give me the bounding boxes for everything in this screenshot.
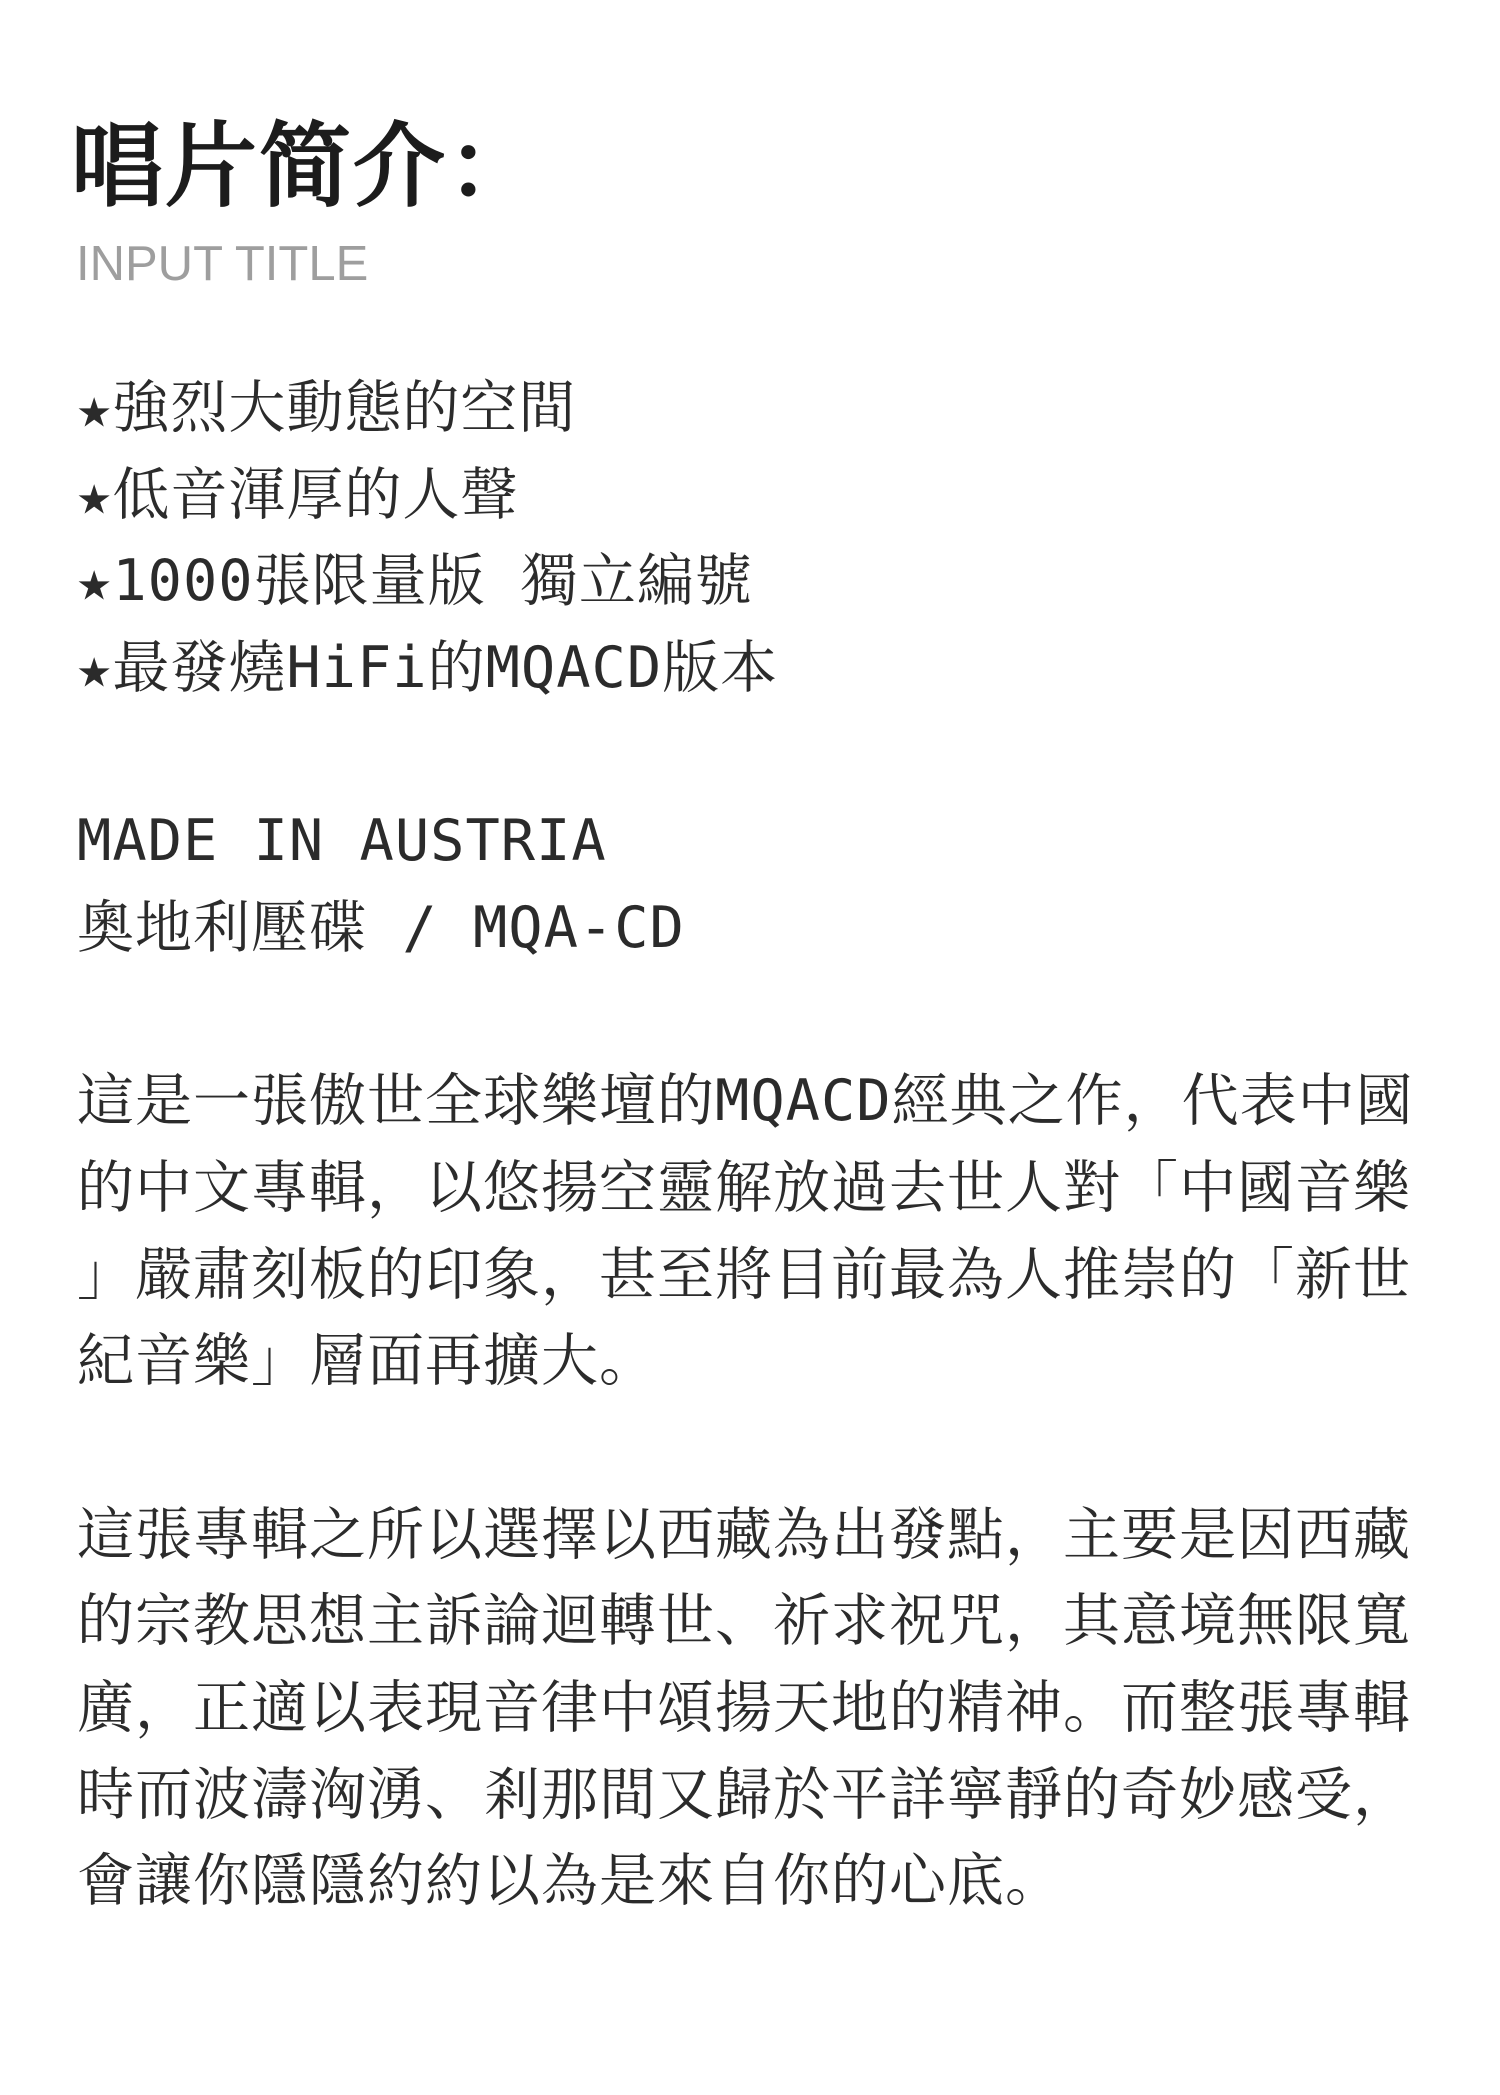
paragraph-line: 紀音樂」層面再擴大。 — [77, 1328, 657, 1395]
paragraph-line: 的中文專輯，以悠揚空靈解放過去世人對「中國音樂 — [77, 1154, 1411, 1221]
feature-item: ★最發燒HiFi的MQACD版本 — [77, 634, 779, 701]
feature-item: ★強烈大動態的空間 — [77, 375, 577, 441]
paragraph-line: 廣，正適以表現音律中頌揚天地的精神。而整張專輯 — [77, 1674, 1411, 1741]
origin-pressing: 奧地利壓碟 / MQA-CD — [77, 894, 685, 961]
feature-item: ★1000張限量版 獨立編號 — [77, 548, 753, 615]
origin-block — [77, 798, 1457, 971]
description-paragraph-1 — [77, 1058, 1457, 1405]
page-title: 唱片简介： — [71, 113, 542, 220]
feature-item: ★低音渾厚的人聲 — [77, 461, 519, 528]
paragraph-line: 這是一張傲世全球樂壇的MQACD經典之作，代表中國 — [77, 1068, 1414, 1135]
feature-list — [77, 365, 1457, 712]
description-body — [77, 365, 1457, 1925]
paragraph-line: 會讓你隱隱約約以為是來自你的心底。 — [77, 1848, 1063, 1915]
origin-made-in: MADE IN AUSTRIA — [77, 808, 607, 875]
paragraph-line: 」嚴肅刻板的印象，甚至將目前最為人推崇的「新世 — [77, 1241, 1411, 1308]
paragraph-line: 這張專輯之所以選擇以西藏為出發點，主要是因西藏 — [77, 1501, 1411, 1568]
description-paragraph-2 — [77, 1492, 1457, 1925]
paragraph-line: 時而波濤洶湧、剎那間又歸於平詳寧靜的奇妙感受， — [77, 1761, 1411, 1828]
page-subtitle: INPUT TITLE — [76, 237, 369, 291]
paragraph-line: 的宗教思想主訴論迴轉世、祈求祝咒，其意境無限寬 — [77, 1588, 1411, 1655]
